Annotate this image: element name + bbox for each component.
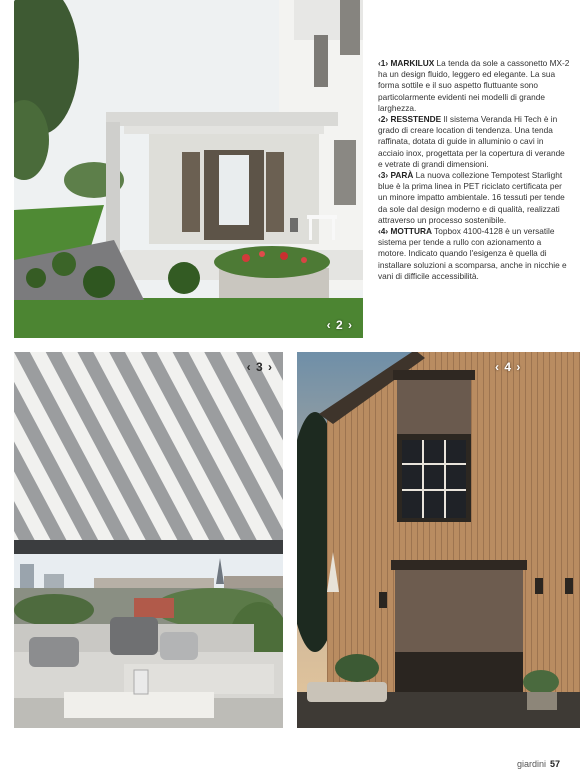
caption-4 bbox=[378, 226, 570, 282]
caption-1 bbox=[378, 58, 570, 114]
caption-text: La nuova collezione Tempotest Starlight blue è la prima linea in PET riciclato certificata per un minore impatto ambientale. 16 tessuti per tende da sole dal design moderno e di qualità, realizzati attraverso un processo sostenibile. bbox=[378, 170, 565, 225]
photo-wooden-facade-blinds bbox=[297, 352, 580, 728]
caption-number: ‹3› bbox=[378, 170, 389, 181]
caption-brand: PARÀ bbox=[390, 170, 414, 181]
photo-number-2: ‹ 2 › bbox=[326, 318, 353, 332]
photo-number-3: ‹ 3 › bbox=[246, 360, 273, 374]
photo-veranda-pergola bbox=[14, 0, 363, 338]
page-folio bbox=[517, 759, 560, 769]
caption-brand: MOTTURA bbox=[390, 226, 432, 237]
caption-brand: MARKILUX bbox=[390, 58, 435, 68]
page-number: 57 bbox=[549, 759, 560, 769]
magazine-name: giardini bbox=[516, 759, 546, 769]
caption-text: La tenda da sole a cassonetto MX-2 ha un design fluido, leggero ed elegante. La sua forma sottile e il suo aspetto fluttuante sono particolarmente evidenti nei modelli di grande larghezza. bbox=[378, 58, 570, 113]
caption-brand: RESSTENDE bbox=[390, 114, 442, 125]
caption-3 bbox=[378, 170, 570, 226]
caption-number: ‹2› bbox=[378, 114, 389, 125]
caption-text: Topbox 4100-4128 è un versatile sistema per tende a rullo con azionamento a motore. Indicato quando l'esigenza è quella di installare soluzioni a scomparsa, anche in nicchie e vani di difficile accessibilità. bbox=[378, 226, 567, 281]
captions-block bbox=[378, 58, 570, 282]
photo-number-4: ‹ 4 › bbox=[495, 360, 522, 374]
caption-number: ‹4› bbox=[378, 226, 389, 237]
photo-striped-awning-terrace bbox=[14, 352, 283, 728]
caption-number: ‹1› bbox=[378, 58, 389, 68]
caption-text: Il sistema Veranda Hi Tech è in grado di creare location di tendenza. Una tenda raffinata, dotata di guide in alluminio o cavi in acciaio inox, progettata per la copertura di verande e vetrate di grandi dimensioni. bbox=[378, 114, 565, 169]
caption-2 bbox=[378, 114, 570, 170]
